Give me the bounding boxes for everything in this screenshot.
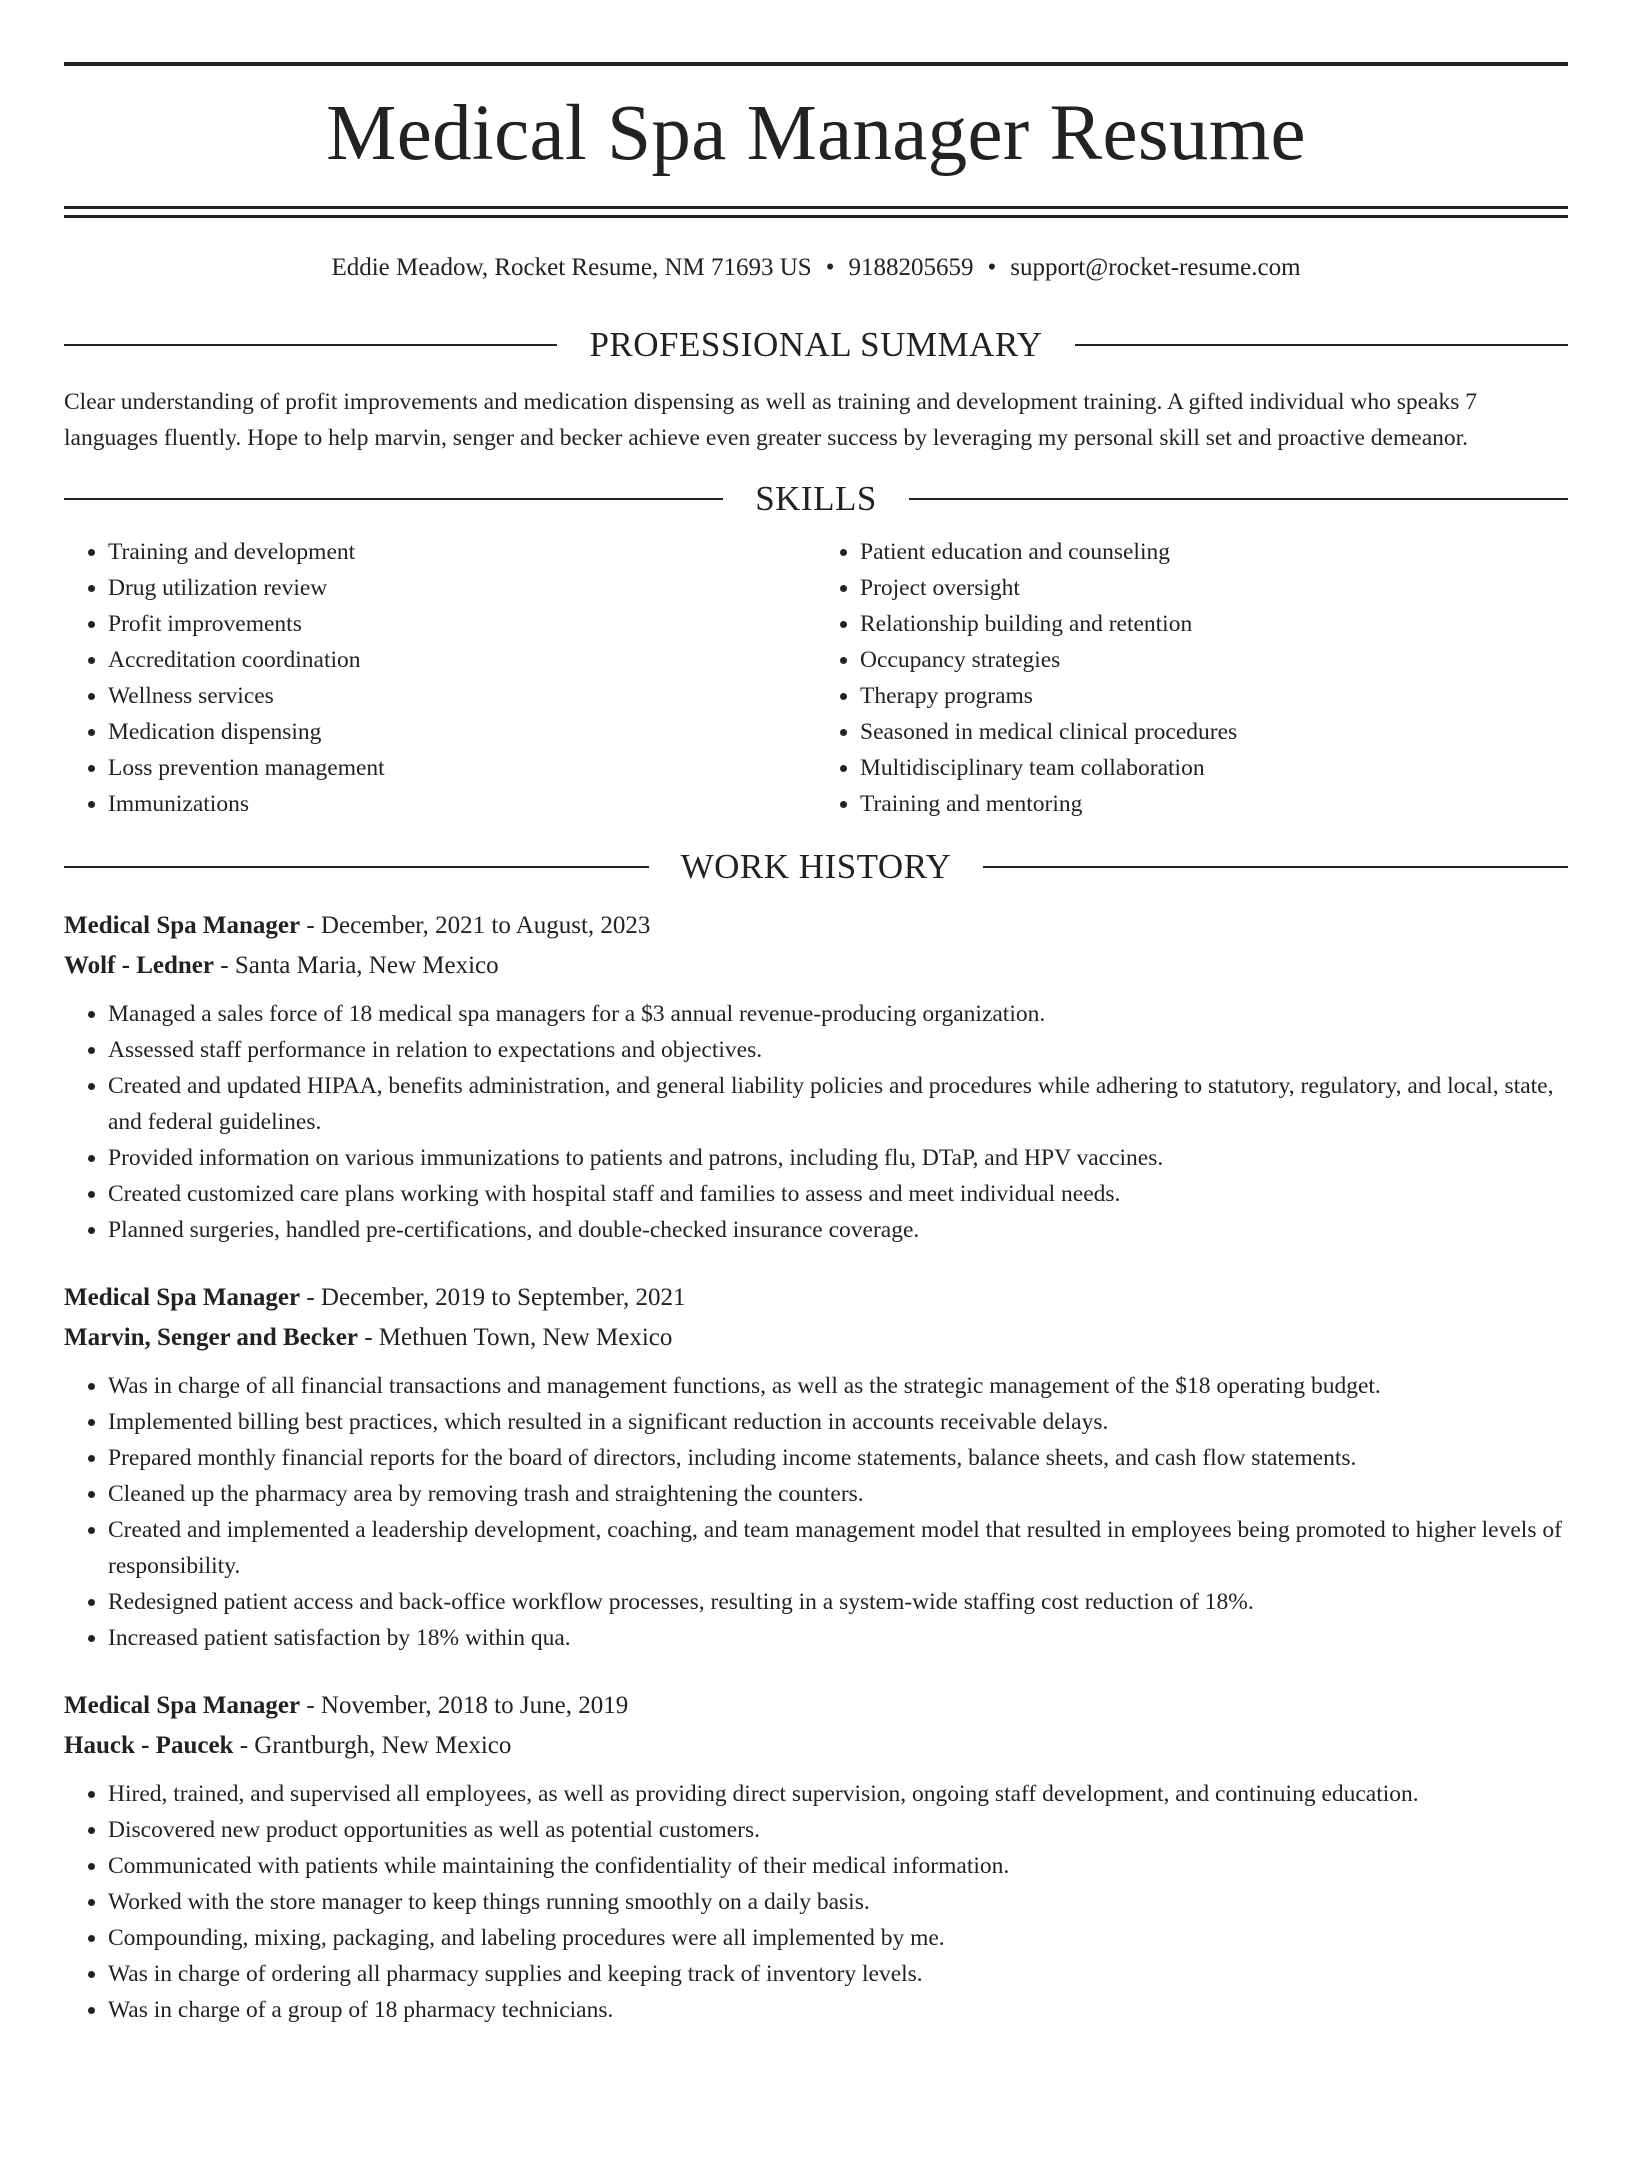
top-rule [64, 62, 1568, 66]
skills-list-left [64, 534, 816, 822]
skills-heading-label: SKILLS [755, 479, 877, 518]
job-bullet: • Provided information on various immunizations to patients and patrons, including flu, DTaP, and HPV vaccines. [108, 1140, 1568, 1176]
job-bullet: • Assessed staff performance in relation to expectations and objectives. [108, 1032, 1568, 1068]
heading-rule-left [64, 498, 723, 500]
job-title: Medical Spa Manager [64, 912, 301, 939]
job-bullets [64, 1776, 1568, 2028]
contact-address: Eddie Meadow, Rocket Resume, NM 71693 US [331, 254, 812, 281]
contact-separator: • [987, 254, 997, 281]
heading-rule-left [64, 866, 649, 868]
heading-rule-left [64, 344, 557, 346]
job-bullet: • Compounding, mixing, packaging, and labeling procedures were all implemented by me. [108, 1920, 1568, 1956]
job-bullet: • Communicated with patients while maintaining the confidentiality of their medical information. [108, 1848, 1568, 1884]
job-bullet: • Discovered new product opportunities as well as potential customers. [108, 1812, 1568, 1848]
contact-line [64, 252, 1568, 284]
heading-rule-right [909, 498, 1568, 500]
skill-item: • Training and development [108, 534, 816, 570]
work-heading [64, 846, 1568, 888]
job-company: Wolf - Ledner [64, 952, 214, 979]
job-company: Hauck - Paucek [64, 1732, 234, 1759]
job-bullet: • Was in charge of ordering all pharmacy supplies and keeping track of inventory levels. [108, 1956, 1568, 1992]
job-bullet: • Prepared monthly financial reports for the board of directors, including income statements, balance sheets, and cash flow statements. [108, 1440, 1568, 1476]
skill-item: • Occupancy strategies [860, 642, 1568, 678]
skill-item: • Drug utilization review [108, 570, 816, 606]
heading-rule-right [1075, 344, 1568, 346]
skill-item: • Seasoned in medical clinical procedures [860, 714, 1568, 750]
job-bullet: • Created and implemented a leadership development, coaching, and team management model that resulted in employees being promoted to higher levels of responsibility. [108, 1512, 1568, 1584]
job-entry [64, 1686, 1568, 2028]
job-dates: - November, 2018 to June, 2019 [300, 1692, 629, 1719]
skill-item: • Profit improvements [108, 606, 816, 642]
job-dates: - December, 2019 to September, 2021 [300, 1284, 686, 1311]
job-title: Medical Spa Manager [64, 1692, 301, 1719]
resume-page [0, 62, 1632, 2174]
job-location: - Grantburgh, New Mexico [233, 1732, 512, 1759]
job-location: - Santa Maria, New Mexico [214, 952, 499, 979]
job-title-line [64, 1686, 1568, 1726]
contact-phone: 9188205659 [848, 254, 974, 281]
job-bullet: • Planned surgeries, handled pre-certifications, and double-checked insurance coverage. [108, 1212, 1568, 1248]
job-bullet: • Created customized care plans working with hospital staff and families to assess and meet individual needs. [108, 1176, 1568, 1212]
skill-item: • Immunizations [108, 786, 816, 822]
skills-heading [64, 478, 1568, 520]
job-company-line [64, 1726, 1568, 1766]
skills-columns [64, 534, 1568, 822]
skill-item: • Wellness services [108, 678, 816, 714]
skill-item: • Relationship building and retention [860, 606, 1568, 642]
job-entry [64, 1278, 1568, 1656]
job-title-line [64, 906, 1568, 946]
work-heading-label: WORK HISTORY [680, 847, 952, 886]
job-title-line [64, 1278, 1568, 1318]
skill-item: • Medication dispensing [108, 714, 816, 750]
job-location: - Methuen Town, New Mexico [357, 1324, 673, 1351]
contact-separator: • [825, 254, 835, 281]
job-bullets [64, 996, 1568, 1248]
job-bullet: • Worked with the store manager to keep things running smoothly on a daily basis. [108, 1884, 1568, 1920]
skill-item: • Loss prevention management [108, 750, 816, 786]
job-company-line [64, 1318, 1568, 1358]
job-bullet: • Redesigned patient access and back-office workflow processes, resulting in a system-wide staffing cost reduction of 18%. [108, 1584, 1568, 1620]
job-bullet: • Hired, trained, and supervised all employees, as well as providing direct supervision, ongoing staff development, and continuing education. [108, 1776, 1568, 1812]
job-bullet: • Managed a sales force of 18 medical spa managers for a $3 annual revenue-producing organization. [108, 996, 1568, 1032]
job-entry [64, 906, 1568, 1248]
skill-item: • Accreditation coordination [108, 642, 816, 678]
job-company-line [64, 946, 1568, 986]
summary-heading-label: PROFESSIONAL SUMMARY [589, 325, 1043, 364]
job-company: Marvin, Senger and Becker [64, 1324, 358, 1351]
job-bullet: • Created and updated HIPAA, benefits administration, and general liability policies and procedures while adhering to statutory, regulatory, and local, state, and federal guidelines. [108, 1068, 1568, 1140]
title-double-rule [64, 206, 1568, 218]
skill-item: • Training and mentoring [860, 786, 1568, 822]
heading-rule-right [983, 866, 1568, 868]
job-bullet: • Was in charge of a group of 18 pharmacy technicians. [108, 1992, 1568, 2028]
skill-item: • Therapy programs [860, 678, 1568, 714]
job-dates: - December, 2021 to August, 2023 [300, 912, 651, 939]
work-history-list [64, 906, 1568, 2028]
summary-text: Clear understanding of profit improvements and medication dispensing as well as training and development training. A gifted individual who speaks 7 languages fluently. Hope to help marvin, senger and becker achieve even greater success by leveraging my personal skill set and proactive demeanor. [64, 389, 1477, 451]
job-bullet: • Was in charge of all financial transactions and management functions, as well as the strategic management of the $18 operating budget. [108, 1368, 1568, 1404]
skills-list-right [816, 534, 1568, 822]
job-bullets [64, 1368, 1568, 1656]
summary-heading [64, 324, 1568, 366]
page-title: Medical Spa Manager Resume [326, 90, 1306, 177]
skill-item: • Patient education and counseling [860, 534, 1568, 570]
job-title: Medical Spa Manager [64, 1284, 301, 1311]
job-bullet: • Increased patient satisfaction by 18% within qua. [108, 1620, 1568, 1656]
job-bullet: • Cleaned up the pharmacy area by removing trash and straightening the counters. [108, 1476, 1568, 1512]
contact-email: support@rocket-resume.com [1010, 254, 1301, 281]
skill-item: • Project oversight [860, 570, 1568, 606]
skill-item: • Multidisciplinary team collaboration [860, 750, 1568, 786]
job-bullet: • Implemented billing best practices, which resulted in a significant reduction in accounts receivable delays. [108, 1404, 1568, 1440]
